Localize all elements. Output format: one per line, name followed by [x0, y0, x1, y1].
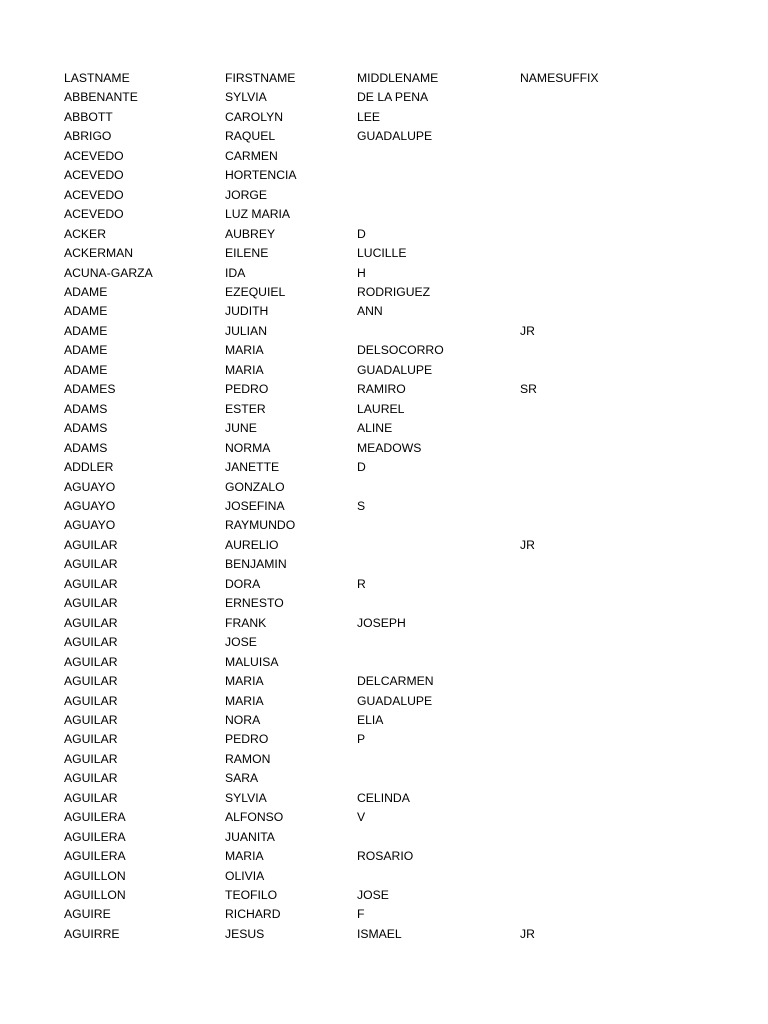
table-row — [64, 322, 684, 341]
table-row — [64, 867, 684, 886]
namesuffix-cell — [520, 575, 684, 594]
table-row — [64, 905, 684, 924]
firstname-cell: RAYMUNDO — [225, 518, 296, 533]
lastname-cell: AGUILAR — [64, 771, 118, 786]
lastname-cell: AGUILLON — [64, 868, 126, 883]
lastname-cell: AGUILERA — [64, 810, 126, 825]
names-table — [64, 69, 684, 944]
namesuffix-cell — [520, 711, 684, 730]
firstname-cell: BENJAMIN — [225, 557, 287, 572]
namesuffix-cell: JR — [520, 926, 535, 941]
table-row — [64, 361, 684, 380]
table-row — [64, 439, 684, 458]
firstname-cell: PEDRO — [225, 732, 269, 747]
firstname-cell: IDA — [225, 265, 246, 280]
middlename-cell: S — [357, 498, 366, 513]
firstname-cell: CARMEN — [225, 148, 278, 163]
table-row — [64, 672, 684, 691]
lastname-cell: ACEVEDO — [64, 187, 124, 202]
middlename-cell — [357, 594, 520, 613]
namesuffix-cell — [520, 828, 684, 847]
lastname-cell: AGUAYO — [64, 518, 116, 533]
middlename-cell: GUADALUPE — [357, 693, 433, 708]
lastname-cell: ADAMS — [64, 440, 108, 455]
firstname-cell: JESUS — [225, 926, 265, 941]
middlename-cell — [357, 555, 520, 574]
table-row — [64, 225, 684, 244]
lastname-cell: AGUILAR — [64, 615, 118, 630]
middlename-cell — [357, 653, 520, 672]
table-row — [64, 264, 684, 283]
namesuffix-cell — [520, 458, 684, 477]
middlename-cell: ROSARIO — [357, 849, 414, 864]
table-row — [64, 147, 684, 166]
namesuffix-cell — [520, 886, 684, 905]
namesuffix-cell — [520, 555, 684, 574]
namesuffix-cell: JR — [520, 323, 535, 338]
firstname-cell: RICHARD — [225, 907, 281, 922]
table-row — [64, 847, 684, 866]
firstname-cell: JUANITA — [225, 829, 275, 844]
firstname-cell: OLIVIA — [225, 868, 265, 883]
table-row — [64, 536, 684, 555]
firstname-cell: DORA — [225, 576, 261, 591]
lastname-cell: AGUAYO — [64, 498, 116, 513]
lastname-cell: AGUILLON — [64, 888, 126, 903]
table-row — [64, 458, 684, 477]
firstname-cell: JOSE — [225, 635, 257, 650]
middlename-cell: DELCARMEN — [357, 674, 434, 689]
table-row — [64, 614, 684, 633]
firstname-cell: GONZALO — [225, 479, 285, 494]
table-row — [64, 497, 684, 516]
firstname-cell: JANETTE — [225, 460, 280, 475]
middlename-cell: RODRIGUEZ — [357, 284, 431, 299]
namesuffix-cell — [520, 264, 684, 283]
table-row — [64, 478, 684, 497]
namesuffix-cell — [520, 516, 684, 535]
table-row — [64, 341, 684, 360]
firstname-cell: NORA — [225, 712, 261, 727]
middlename-cell — [357, 633, 520, 652]
firstname-cell: TEOFILO — [225, 888, 278, 903]
firstname-cell: HORTENCIA — [225, 168, 297, 183]
namesuffix-cell — [520, 88, 684, 107]
firstname-cell: AURELIO — [225, 537, 279, 552]
table-row — [64, 205, 684, 224]
namesuffix-cell — [520, 147, 684, 166]
table-row — [64, 302, 684, 321]
middlename-cell: D — [357, 226, 366, 241]
table-row — [64, 555, 684, 574]
lastname-cell: ACEVEDO — [64, 168, 124, 183]
table-row — [64, 419, 684, 438]
lastname-cell: AGUILAR — [64, 693, 118, 708]
table-row — [64, 789, 684, 808]
namesuffix-cell — [520, 730, 684, 749]
middlename-cell: F — [357, 907, 365, 922]
namesuffix-cell — [520, 244, 684, 263]
middlename-cell: CELINDA — [357, 790, 410, 805]
firstname-cell: JULIAN — [225, 323, 267, 338]
firstname-cell: ALFONSO — [225, 810, 284, 825]
table-row — [64, 594, 684, 613]
lastname-cell: ADAME — [64, 284, 108, 299]
firstname-cell: MARIA — [225, 362, 264, 377]
lastname-cell: ADAMS — [64, 401, 108, 416]
middlename-cell: JOSEPH — [357, 615, 406, 630]
lastname-cell: ACEVEDO — [64, 148, 124, 163]
lastname-cell: ACEVEDO — [64, 207, 124, 222]
table-row — [64, 828, 684, 847]
table-row — [64, 769, 684, 788]
lastname-cell: ADAME — [64, 304, 108, 319]
middlename-cell: ISMAEL — [357, 926, 402, 941]
middlename-cell: D — [357, 460, 366, 475]
middlename-cell — [357, 166, 520, 185]
header-namesuffix: NAMESUFFIX — [520, 71, 599, 85]
table-header — [64, 69, 684, 88]
lastname-cell: ABBENANTE — [64, 90, 138, 105]
lastname-cell: ADAME — [64, 323, 108, 338]
middlename-cell — [357, 186, 520, 205]
firstname-cell: JORGE — [225, 187, 267, 202]
lastname-cell: AGUILAR — [64, 732, 118, 747]
firstname-cell: MARIA — [225, 674, 264, 689]
lastname-cell: ADAME — [64, 362, 108, 377]
lastname-cell: ACUNA-GARZA — [64, 265, 153, 280]
namesuffix-cell — [520, 225, 684, 244]
middlename-cell — [357, 516, 520, 535]
namesuffix-cell — [520, 400, 684, 419]
lastname-cell: ACKER — [64, 226, 106, 241]
table-row — [64, 186, 684, 205]
middlename-cell — [357, 867, 520, 886]
namesuffix-cell — [520, 302, 684, 321]
table-row — [64, 633, 684, 652]
namesuffix-cell — [520, 186, 684, 205]
table-row — [64, 711, 684, 730]
namesuffix-cell — [520, 497, 684, 516]
middlename-cell — [357, 205, 520, 224]
firstname-cell: MARIA — [225, 343, 264, 358]
table-row — [64, 516, 684, 535]
firstname-cell: PEDRO — [225, 382, 269, 397]
middlename-cell — [357, 478, 520, 497]
namesuffix-cell — [520, 692, 684, 711]
middlename-cell: GUADALUPE — [357, 129, 433, 144]
lastname-cell: AGUILAR — [64, 576, 118, 591]
middlename-cell — [357, 536, 520, 555]
middlename-cell: ELIA — [357, 712, 384, 727]
firstname-cell: LUZ MARIA — [225, 207, 291, 222]
middlename-cell — [357, 750, 520, 769]
firstname-cell: MARIA — [225, 849, 264, 864]
firstname-cell: SYLVIA — [225, 790, 267, 805]
middlename-cell: GUADALUPE — [357, 362, 433, 377]
lastname-cell: AGUILAR — [64, 557, 118, 572]
lastname-cell: AGUILAR — [64, 596, 118, 611]
lastname-cell: AGUILAR — [64, 537, 118, 552]
table-row — [64, 283, 684, 302]
namesuffix-cell — [520, 108, 684, 127]
table-row — [64, 380, 684, 399]
firstname-cell: MARIA — [225, 693, 264, 708]
namesuffix-cell — [520, 633, 684, 652]
middlename-cell: RAMIRO — [357, 382, 406, 397]
namesuffix-cell — [520, 127, 684, 146]
firstname-cell: EZEQUIEL — [225, 284, 286, 299]
lastname-cell: ADAME — [64, 343, 108, 358]
table-row — [64, 108, 684, 127]
lastname-cell: AGUILAR — [64, 654, 118, 669]
namesuffix-cell — [520, 594, 684, 613]
table-row — [64, 653, 684, 672]
middlename-cell: MEADOWS — [357, 440, 422, 455]
middlename-cell: DE LA PENA — [357, 90, 429, 105]
table-row — [64, 730, 684, 749]
namesuffix-cell — [520, 808, 684, 827]
lastname-cell: ACKERMAN — [64, 246, 134, 261]
namesuffix-cell — [520, 166, 684, 185]
namesuffix-cell — [520, 769, 684, 788]
firstname-cell: MALUISA — [225, 654, 279, 669]
lastname-cell: AGUILAR — [64, 712, 118, 727]
middlename-cell — [357, 769, 520, 788]
lastname-cell: AGUIRE — [64, 907, 111, 922]
middlename-cell: R — [357, 576, 366, 591]
lastname-cell: ADDLER — [64, 460, 114, 475]
lastname-cell: AGUIRRE — [64, 926, 120, 941]
lastname-cell: AGUILERA — [64, 849, 126, 864]
header-middlename: MIDDLENAME — [357, 71, 439, 85]
middlename-cell — [357, 147, 520, 166]
namesuffix-cell — [520, 341, 684, 360]
lastname-cell: ABBOTT — [64, 109, 113, 124]
middlename-cell: LUCILLE — [357, 246, 407, 261]
namesuffix-cell — [520, 905, 684, 924]
table-row — [64, 575, 684, 594]
firstname-cell: ESTER — [225, 401, 266, 416]
middlename-cell: V — [357, 810, 366, 825]
firstname-cell: AUBREY — [225, 226, 276, 241]
table-row — [64, 886, 684, 905]
namesuffix-cell — [520, 672, 684, 691]
header-row — [64, 69, 684, 88]
namesuffix-cell — [520, 283, 684, 302]
namesuffix-cell: SR — [520, 382, 537, 397]
namesuffix-cell — [520, 847, 684, 866]
lastname-cell: AGUILERA — [64, 829, 126, 844]
firstname-cell: CAROLYN — [225, 109, 284, 124]
firstname-cell: RAQUEL — [225, 129, 276, 144]
lastname-cell: ABRIGO — [64, 129, 112, 144]
lastname-cell: ADAMES — [64, 382, 116, 397]
middlename-cell: DELSOCORRO — [357, 343, 444, 358]
header-lastname: LASTNAME — [64, 71, 130, 85]
namesuffix-cell: JR — [520, 537, 535, 552]
namesuffix-cell — [520, 789, 684, 808]
table-row — [64, 692, 684, 711]
table-row — [64, 88, 684, 107]
firstname-cell: JOSEFINA — [225, 498, 285, 513]
lastname-cell: AGUILAR — [64, 751, 118, 766]
table-row — [64, 750, 684, 769]
middlename-cell — [357, 828, 520, 847]
lastname-cell: AGUAYO — [64, 479, 116, 494]
firstname-cell: SARA — [225, 771, 259, 786]
lastname-cell: AGUILAR — [64, 674, 118, 689]
namesuffix-cell — [520, 361, 684, 380]
table-body — [64, 88, 684, 944]
firstname-cell: RAMON — [225, 751, 271, 766]
namesuffix-cell — [520, 867, 684, 886]
namesuffix-cell — [520, 205, 684, 224]
firstname-cell: NORMA — [225, 440, 271, 455]
header-firstname: FIRSTNAME — [225, 71, 296, 85]
firstname-cell: SYLVIA — [225, 90, 267, 105]
namesuffix-cell — [520, 750, 684, 769]
table-row — [64, 400, 684, 419]
table-row — [64, 925, 684, 944]
namesuffix-cell — [520, 439, 684, 458]
middlename-cell: ALINE — [357, 421, 393, 436]
table-row — [64, 166, 684, 185]
table-row — [64, 808, 684, 827]
firstname-cell: FRANK — [225, 615, 267, 630]
firstname-cell: JUDITH — [225, 304, 269, 319]
firstname-cell: EILENE — [225, 246, 269, 261]
firstname-cell: JUNE — [225, 421, 257, 436]
namesuffix-cell — [520, 419, 684, 438]
middlename-cell: JOSE — [357, 888, 389, 903]
table-row — [64, 127, 684, 146]
middlename-cell: ANN — [357, 304, 383, 319]
namesuffix-cell — [520, 614, 684, 633]
lastname-cell: ADAMS — [64, 421, 108, 436]
namesuffix-cell — [520, 478, 684, 497]
table-row — [64, 244, 684, 263]
middlename-cell: H — [357, 265, 366, 280]
middlename-cell: LEE — [357, 109, 381, 124]
middlename-cell — [357, 322, 520, 341]
middlename-cell: P — [357, 732, 366, 747]
namesuffix-cell — [520, 653, 684, 672]
lastname-cell: AGUILAR — [64, 790, 118, 805]
lastname-cell: AGUILAR — [64, 635, 118, 650]
firstname-cell: ERNESTO — [225, 596, 284, 611]
middlename-cell: LAUREL — [357, 401, 405, 416]
